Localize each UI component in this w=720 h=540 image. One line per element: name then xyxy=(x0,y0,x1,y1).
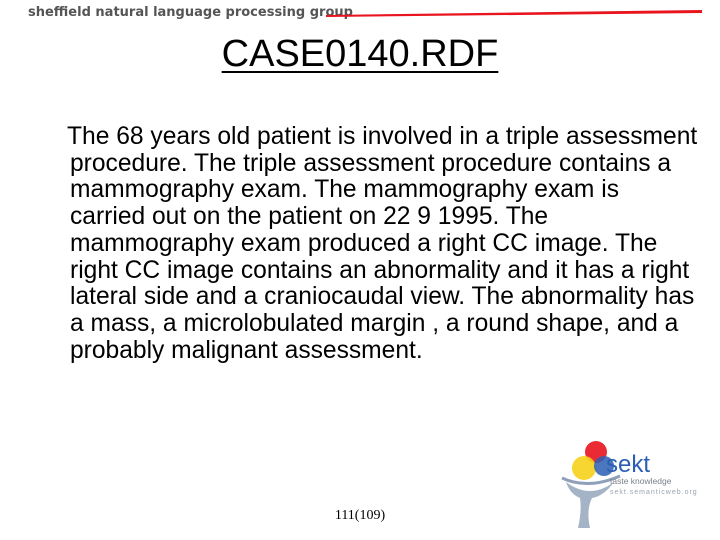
logo-url: sekt.semanticweb.org xyxy=(610,489,698,496)
slide-body-text: The 68 years old patient is involved in a triple assessment procedure. The triple assessment procedure contains a mammography exam. The mammography exam is carried out on the patient on 22 9 1995. The mammography exam produced a right CC image. The right CC image contains an abnormality and it has a right lateral side and a craniocaudal view. The abnormality has a mass, a microlobulated margin , a round shape, and a probably malignant assessment. xyxy=(67,123,698,364)
logo-yellow-circle xyxy=(572,456,596,480)
slide-title xyxy=(0,30,720,78)
header-brand: sheffield natural language processing group xyxy=(28,5,353,20)
logo-wordmark: sekt xyxy=(606,451,651,478)
logo-tagline: taste knowledge xyxy=(610,476,672,486)
page-number: 111(109) xyxy=(334,508,386,523)
slide-title-text: CASE0140.RDF xyxy=(221,33,499,75)
sekt-logo xyxy=(560,438,720,538)
logo-grey-swirl xyxy=(566,482,614,528)
header-red-swoosh xyxy=(326,10,702,17)
header-rule xyxy=(326,6,702,18)
